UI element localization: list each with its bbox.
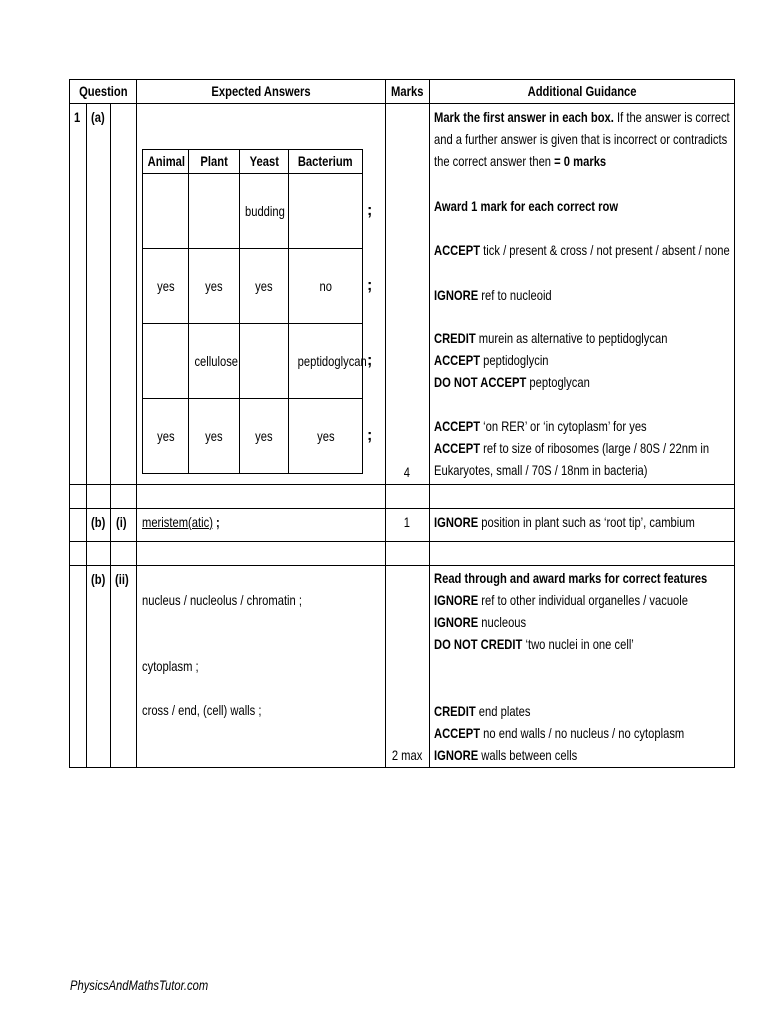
- answer-line: cytoplasm ;: [142, 658, 199, 674]
- inner-cell: [189, 201, 239, 221]
- row-marker: ;: [367, 352, 373, 369]
- header-question: Question: [78, 83, 128, 99]
- table-border-right: [734, 79, 735, 768]
- question-part: (b): [91, 514, 106, 530]
- guidance-line: IGNORE ref to other individual organelles / vacuole: [434, 592, 689, 608]
- inner-cell: [143, 351, 188, 371]
- guidance-line: ACCEPT tick / present & cross / not present / absent / none: [434, 242, 730, 258]
- marks-q1bii: 2 max: [391, 747, 423, 763]
- question-number: 1: [74, 109, 81, 125]
- row-divider: [69, 508, 735, 509]
- row-marker: ;: [367, 277, 373, 294]
- header-additional-guidance: Additional Guidance: [527, 83, 637, 99]
- guidance-line: CREDIT murein as alternative to peptidoglycan: [434, 330, 668, 346]
- inner-cell: peptidoglycan: [297, 353, 367, 369]
- answer-line: nucleus / nucleolus / chromatin ;: [142, 592, 302, 608]
- col-divider: [385, 79, 386, 768]
- col-divider: [136, 79, 137, 768]
- inner-header-animal: Animal: [147, 153, 186, 169]
- row-divider: [69, 565, 735, 566]
- inner-cell: budding: [244, 203, 285, 219]
- guidance-line: Award 1 mark for each correct row: [434, 198, 619, 214]
- guidance-line: DO NOT CREDIT ‘two nuclei in one cell’: [434, 636, 634, 652]
- guidance-line: IGNORE nucleous: [434, 614, 527, 630]
- header-marks: Marks: [391, 83, 424, 99]
- guidance-line: IGNORE ref to nucleoid: [434, 287, 552, 303]
- row-divider: [69, 541, 735, 542]
- question-part: (b): [91, 571, 106, 587]
- guidance-line: IGNORE position in plant such as ‘root tip’, cambium: [434, 514, 695, 530]
- inner-cell: yes: [316, 428, 335, 444]
- col-divider: [86, 103, 87, 768]
- header-expected-answers: Expected Answers: [211, 83, 311, 99]
- row-marker: ;: [367, 202, 373, 219]
- marks-q1bi: 1: [403, 514, 411, 530]
- table-border-left: [69, 79, 70, 768]
- table-border-bottom: [69, 767, 735, 768]
- inner-cell: yes: [255, 428, 273, 444]
- col-divider: [110, 103, 111, 768]
- inner-header-yeast: Yeast: [249, 153, 279, 169]
- guidance-line: Mark the first answer in each box. If the answer is correct: [434, 109, 730, 125]
- inner-cell: [240, 351, 288, 371]
- question-subpart: (ii): [115, 571, 129, 587]
- col-divider: [429, 79, 430, 768]
- guidance-line: Eukaryotes, small / 70S / 18nm in bacteria): [434, 462, 648, 478]
- guidance-line: CREDIT end plates: [434, 703, 531, 719]
- inner-cell: yes: [156, 428, 175, 444]
- guidance-line: and a further answer is given that is incorrect or contradicts: [434, 131, 728, 147]
- inner-cell: yes: [255, 278, 273, 294]
- inner-header-bacterium: Bacterium: [298, 153, 353, 169]
- guidance-line: ACCEPT ref to size of ribosomes (large / 80S / 22nm in: [434, 440, 710, 456]
- answer-q1bi: meristem(atic) ;: [142, 514, 220, 530]
- question-part: (a): [91, 109, 105, 125]
- marks-q1a: 4: [403, 464, 411, 480]
- row-divider: [69, 484, 735, 485]
- inner-cell: [289, 201, 362, 221]
- guidance-line: ACCEPT peptidoglycin: [434, 352, 549, 368]
- guidance-line: the correct answer then = 0 marks: [434, 153, 607, 169]
- guidance-line: IGNORE walls between cells: [434, 747, 578, 763]
- guidance-line: ACCEPT no end walls / no nucleus / no cytoplasm: [434, 725, 685, 741]
- inner-cell: yes: [205, 428, 223, 444]
- header-divider: [69, 103, 735, 104]
- answer-line: cross / end, (cell) walls ;: [142, 702, 262, 718]
- inner-header-plant: Plant: [200, 153, 228, 169]
- footer-site-name: PhysicsAndMathsTutor.com: [70, 977, 209, 993]
- guidance-line: ACCEPT ‘on RER’ or ‘in cytoplasm’ for yes: [434, 418, 647, 434]
- inner-cell: [143, 201, 188, 221]
- inner-cell: yes: [156, 278, 175, 294]
- inner-cell: yes: [205, 278, 223, 294]
- guidance-line: DO NOT ACCEPT peptoglycan: [434, 374, 590, 390]
- question-subpart: (i): [116, 514, 127, 530]
- row-marker: ;: [367, 427, 373, 444]
- inner-cell: cellulose: [194, 353, 239, 369]
- guidance-line: Read through and award marks for correct features: [434, 570, 708, 586]
- organism-features-table: [142, 149, 367, 474]
- inner-cell: no: [319, 278, 332, 294]
